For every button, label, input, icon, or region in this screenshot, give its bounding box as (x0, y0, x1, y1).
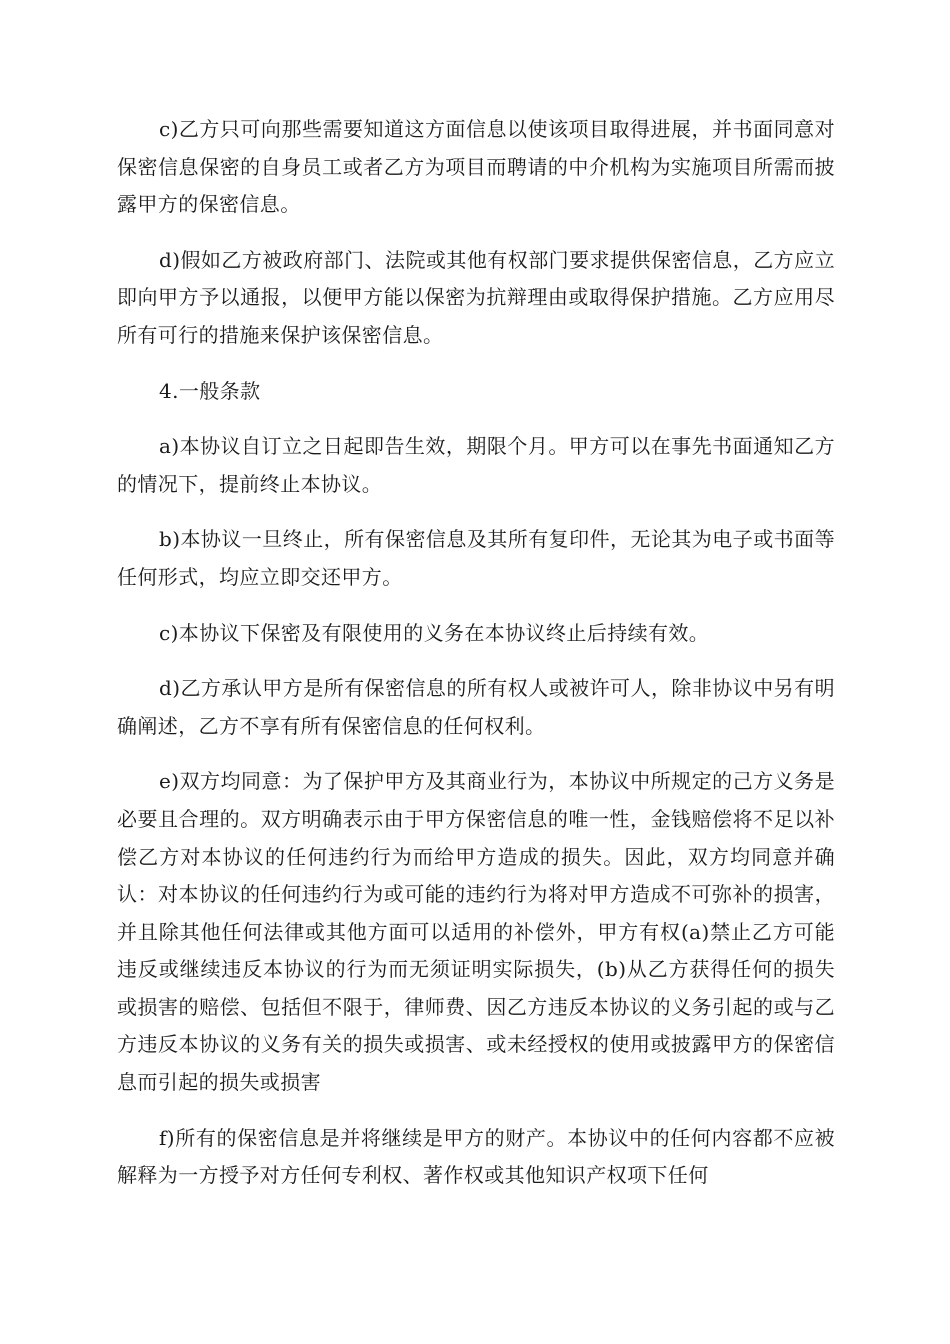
paragraph-4f: f)所有的保密信息是并将继续是甲方的财产。本协议中的任何内容都不应被解释为一方授予对方任何专利权、著作权或其他知识产权项下任何 (117, 1125, 835, 1188)
section-heading-general-terms: 4.一般条款 (159, 378, 261, 403)
paragraph-4d: d)乙方承认甲方是所有保密信息的所有权人或被许可人，除非协议中另有明确阐述，乙方不享有所有保密信息的任何权利。 (117, 676, 835, 738)
paragraph-4c: c)本协议下保密及有限使用的义务在本协议终止后持续有效。 (159, 620, 710, 645)
paragraph-4e: e)双方均同意：为了保护甲方及其商业行为，本协议中所规定的己方义务是必要且合理的。双方明确表示由于甲方保密信息的唯一性，金钱赔偿将不足以补偿乙方对本协议的任何违约行为而给甲方造成的损失。因此，双方均同意并确认：对本协议的任何违约行为或可能的违约行为将对甲方造成不可弥补的损害，并且除其他任何法律或其他方面可以适用的补偿外，甲方有权(a)禁止乙方可能违反或继续违反本协议的行为而无须证明实际损失，(b)从乙方获得任何的损失或损害的赔偿、包括但不限于，律师费、因乙方违反本协议的义务引起的或与乙方违反本协议的义务有关的损失或损害、或未经授权的使用或披露甲方的保密信息而引起的损失或损害 (117, 769, 835, 1095)
paragraph-4b: b)本协议一旦终止，所有保密信息及其所有复印件，无论其为电子或书面等任何形式，均应立即交还甲方。 (117, 527, 835, 589)
paragraph-4a: a)本协议自订立之日起即告生效，期限个月。甲方可以在事先书面通知乙方的情况下，提前终止本协议。 (117, 434, 835, 496)
paragraph-3c: c)乙方只可向那些需要知道这方面信息以使该项目取得进展，并书面同意对保密信息保密的自身员工或者乙方为项目而聘请的中介机构为实施项目所需而披露甲方的保密信息。 (117, 117, 835, 217)
document-body (117, 111, 835, 1213)
paragraph-3d: d)假如乙方被政府部门、法院或其他有权部门要求提供保密信息，乙方应立即向甲方予以通报，以便甲方能以保密为抗辩理由或取得保护措施。乙方应用尽所有可行的措施来保护该保密信息。 (117, 247, 835, 347)
